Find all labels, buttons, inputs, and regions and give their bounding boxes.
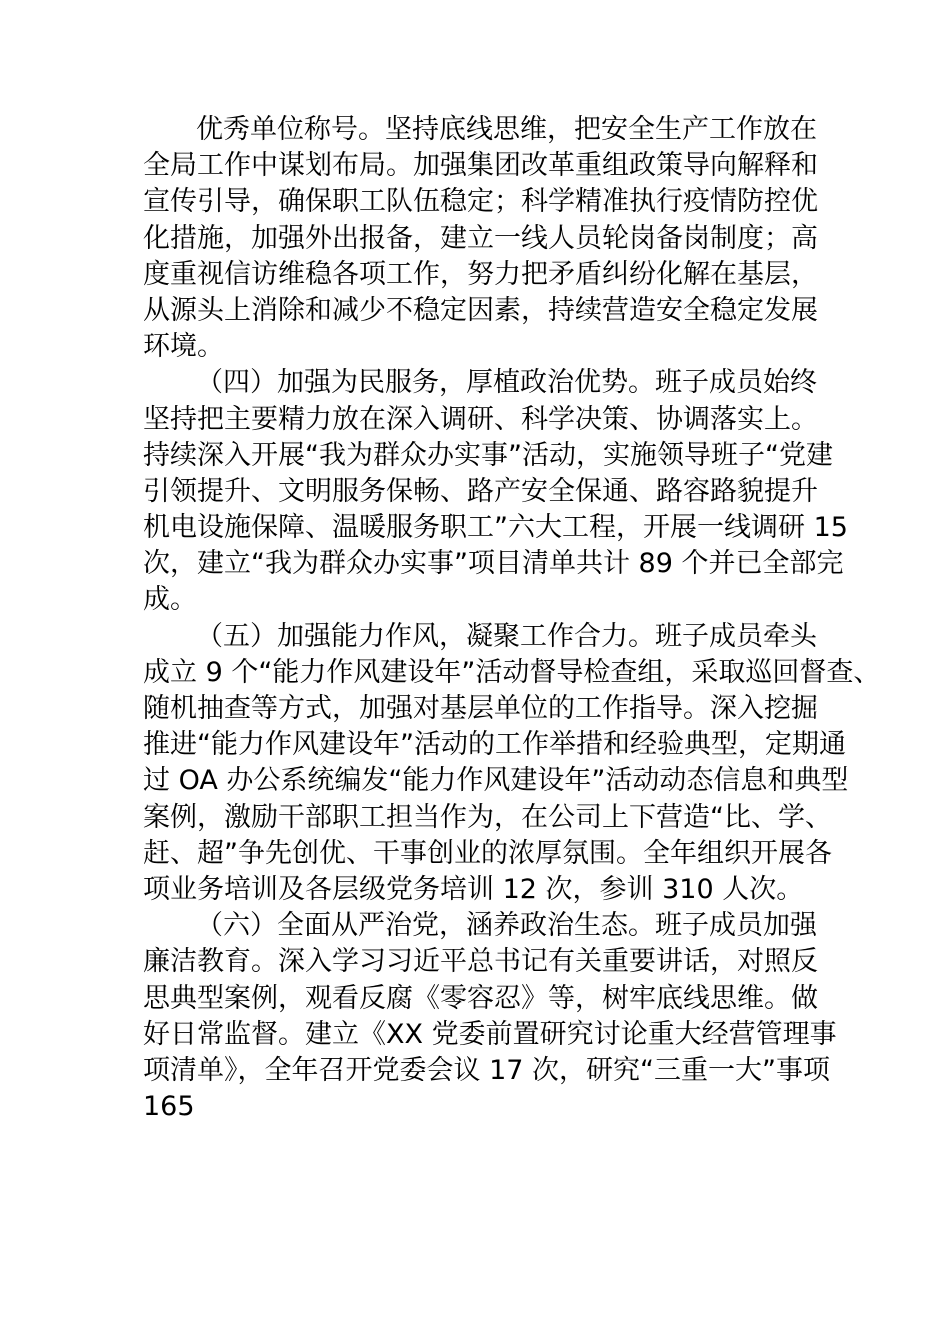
text-line: 165: [143, 1091, 195, 1123]
text-line: 持续深入开展“我为群众办实事”活动，实施领导班子“党建: [143, 439, 833, 471]
text-line: 好日常监督。建立《XX 党委前置研究讨论重大经营管理事: [143, 1018, 837, 1050]
text-line: 宣传引导，确保职工队伍稳定；科学精准执行疫情防控优: [143, 186, 818, 218]
text-line: 赶、超”争先创优、干事创业的浓厚氛围。全年组织开展各: [143, 837, 832, 869]
text-line: 全局工作中谋划布局。加强集团改革重组政策导向解释和: [143, 150, 818, 182]
text-line: 推进“能力作风建设年”活动的工作举措和经验典型，定期通: [143, 729, 846, 761]
text-line: （五）加强能力作风，凝聚工作合力。班子成员牵头: [196, 620, 817, 652]
text-line: （四）加强为民服务，厚植政治优势。班子成员始终: [196, 367, 817, 399]
text-line: 环境。: [143, 331, 224, 363]
text-line: 次，建立“我为群众办实事”项目清单共计 89 个并已全部完: [143, 548, 844, 580]
text-line: 思典型案例，观看反腐《零容忍》等，树牢底线思维。做: [143, 982, 818, 1014]
text-line: 项业务培训及各层级党务培训 12 次，参训 310 人次。: [143, 873, 804, 905]
text-line: 度重视信访维稳各项工作，努力把矛盾纠纷化解在基层，: [143, 258, 818, 290]
text-line: 优秀单位称号。坚持底线思维，把安全生产工作放在: [196, 114, 817, 145]
body-text: [143, 112, 881, 1125]
text-line: 坚持把主要精力放在深入调研、科学决策、协调落实上。: [143, 403, 818, 435]
text-line: （六）全面从严治党，涵养政治生态。班子成员加强: [196, 910, 817, 942]
text-line: 项清单》，全年召开党委会议 17 次，研究“三重一大”事项: [143, 1054, 830, 1086]
text-line: 成。: [143, 584, 197, 616]
text-line: 随机抽查等方式，加强对基层单位的工作指导。深入挖掘: [143, 693, 818, 724]
text-line: 引领提升、文明服务保畅、路产安全保通、路容路貌提升: [143, 475, 818, 507]
text-line: 化措施，加强外出报备，建立一线人员轮岗备岗制度；高: [143, 222, 818, 254]
text-line: 案例，激励干部职工担当作为，在公司上下营造“比、学、: [143, 801, 832, 833]
text-line: 机电设施保障、温暖服务职工”六大工程，开展一线调研 15: [143, 512, 848, 544]
text-line: 廉洁教育。深入学习习近平总书记有关重要讲话，对照反: [143, 946, 818, 978]
text-line: 从源头上消除和减少不稳定因素，持续营造安全稳定发展: [143, 294, 818, 326]
text-line: 过 OA 办公系统编发“能力作风建设年”活动动态信息和典型: [143, 765, 849, 797]
text-line: 成立 9 个“能力作风建设年”活动督导检查组，采取巡回督查、: [143, 656, 881, 688]
